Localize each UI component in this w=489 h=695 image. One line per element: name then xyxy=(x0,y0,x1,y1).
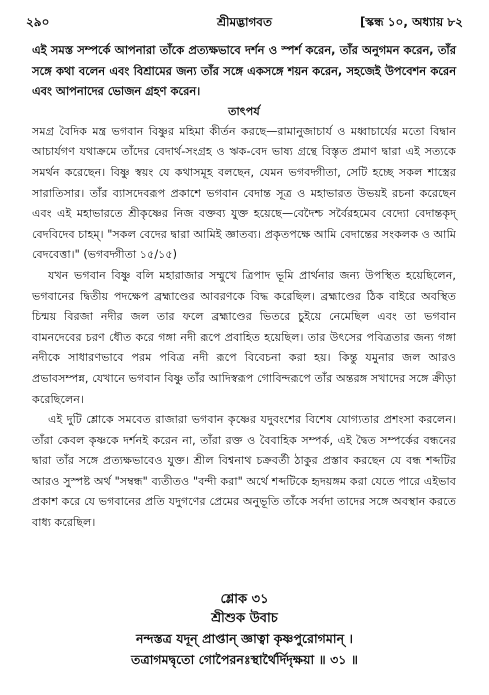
purport-paragraph-3: এই দুটি শ্লোকে সমবেত রাজারা ভগবান কৃষ্ণের যদুবংশের বিশেষ যোগ্যতার প্রশংসা করলেন। তাঁরা কেবল কৃষ্ণকে দর্শনই করেন না, তাঁরা রক্ত ও বৈবাহিক সম্পর্ক, এই দ্বৈত সম্পর্কের বন্ধনের দ্বারা তাঁর সঙ্গে প্রত্যক্ষভাবেও যুক্ত। শ্রীল বিশ্বনাথ চক্রবর্তী ঠাকুর প্রস্তাব করছেন যে বন্ধ শব্দটির আরও সুস্পষ্ট অর্থ "সম্বন্ধ" ব্যতীতও "বন্দী করা" অর্থে শব্দটিকে হৃদয়ঙ্গম করা যেতে পারে এইভাব প্রকাশ করে যে ভগবানের প্রতি যদুগণের প্রেমের অনুভূতি তাঁকে সর্বদা তাদের সঙ্গে অবস্থান করতে বাধ্য করেছিল। xyxy=(32,413,456,530)
verse-block xyxy=(0,590,489,670)
book-title: শ্রীমদ্ভাগবত xyxy=(216,15,272,29)
purport-heading: তাৎপর্য xyxy=(228,104,260,118)
verse-number: শ্লোক ৩১ xyxy=(220,592,269,607)
purport-paragraph-2: যখন ভগবান বিষ্ণু বলি মহারাজার সম্মুখে ত্রিপাদ ভূমি প্রার্থনার জন্য উপস্থিত হয়েছিলেন, ভগবানের দ্বিতীয় পদক্ষেপ ব্রহ্মাণ্ডের আবরণকে বিদ্ধ করেছিল। ব্রহ্মাণ্ডের ঠিক বাইরে অবস্থিত চিন্ময় বিরজা নদীর জল তার ফলে ব্রহ্মাণ্ডের ভিতরে চুইয়ে নেমেছিল এবং তা ভগবান বামনদেবের চরণ ধৌত করে গঙ্গা নদী রূপে প্রবাহিত হয়েছিল। তার উৎসের পবিত্রতার জন্য গঙ্গা নদীকে সাধারণভাবে পরম পবিত্র নদী রূপে বিবেচনা করা হয়। কিন্তু যমুনার জল আরও প্রভাবসম্পন্ন, যেখানে ভগবান বিষ্ণু তাঁর আদিস্বরূপ গোবিন্দরূপে তাঁর অন্তরঙ্গ সখাদের সঙ্গে ক্রীড়া করেছিলেন। xyxy=(32,268,456,406)
verse-line-1: নন্দস্তত্র যদূন্ প্রাপ্তান্ জ্ঞাত্বা কৃষ্ণপুরোগমান্ । xyxy=(136,631,353,646)
page-number: ২৯০ xyxy=(26,15,50,29)
running-header xyxy=(26,14,463,32)
verse-line-2: তত্রাগমদ্বৃতো গোপৈরনঃস্থার্থৈর্দিদৃক্ষয়া ॥ ৩১ ॥ xyxy=(131,652,358,667)
verse-speaker: শ্রীশুক উবাচ xyxy=(211,611,278,626)
purport-paragraph-1: সমগ্র বৈদিক মন্ত্র ভগবান বিষ্ণুর মহিমা কীর্তন করছে—রামানুজাচার্য ও মধ্বাচার্যের মতো বিদ্বান আচার্যগণ যথাক্রমে তাঁদের বেদার্থ-সংগ্রহ ও ঋক-বেদ ভাষ্য গ্রন্থে বিস্তৃত প্রমাণ দ্বারা এই সত্যকে সমর্থন করেছেন। বিষ্ণু স্বয়ং যে কথাসমূহ বলছেন, যেমন ভগবদ্গীতা, সেটি হচ্ছে সকল শাস্ত্রের সারাতিসার। তাঁর ব্যাসদেবরূপ প্রকাশে ভগবান বেদান্ত সূত্র ও মহাভারত উভয়ই রচনা করেছেন এবং এই মহাভারতে শ্রীকৃষ্ণের নিজ বক্তব্য যুক্ত হয়েছে—বেদৈশ্চ সর্বৈরহমেব বেদ্যো বেদান্তকৃদ্ বেদবিদেব চাহম্। "সকল বেদের দ্বারা আমিই জ্ঞাতব্য। প্রকৃতপক্ষে আমি বেদান্তের সংকলক ও আমি বেদবেত্তা।" (ভগবদ্গীতা ১৫/১৫) xyxy=(32,124,456,262)
page-body xyxy=(32,40,456,534)
translation-text: এই সমস্ত সম্পর্কে আপনারা তাঁকে প্রত্যক্ষভাবে দর্শন ও স্পর্শ করেন, তাঁর অনুগমন করেন, তাঁর সঙ্গে কথা বলেন এবং বিশ্রামের জন্য তাঁর সঙ্গে একসঙ্গে শয়ন করেন, সহজেই উপবেশন করেন এবং আপনাদের ভোজন গ্রহণ করেন। xyxy=(32,43,456,99)
chapter-reference: [স্কন্ধ ১০, অধ্যায় ৮২ xyxy=(359,15,463,29)
